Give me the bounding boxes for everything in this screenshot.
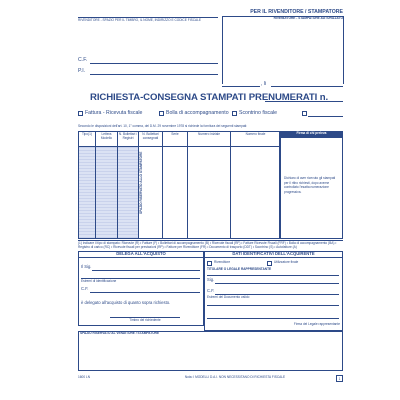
side-header: Firma di chi preleva: [281, 132, 342, 138]
footer-code: 1600 LN: [78, 375, 91, 379]
col-header-numero-iniziale: Numero iniziale: [198, 132, 220, 136]
pi-label: P.I.: [78, 68, 86, 74]
option-checkbox-other[interactable]: [302, 111, 307, 116]
delega-title-rule: [78, 257, 204, 258]
acq-holder-label: TITOLARE O LEGALE RAPPRESENTANTE: [207, 267, 272, 271]
bollettari-column-shade: [118, 147, 138, 238]
col-sep-5: [187, 131, 188, 239]
delega-text: è delegato all'acquisto di quanto sopra richiesto.: [81, 300, 171, 305]
acq-utilizzatore-label: Utilizzatore finale: [274, 260, 299, 264]
place-field[interactable]: [222, 86, 260, 87]
option-label-scontrino: Scontrino fiscale: [239, 110, 278, 116]
notes-title: SPAZIO RISERVATO AL VENDITORE / STAMPATORE: [80, 331, 160, 335]
col-header-lettera: Lettera Modello: [100, 132, 113, 140]
header-divider: [222, 16, 223, 84]
col-header-bollettari: N. Bollettari / Registri: [118, 132, 138, 140]
delega-cf-field[interactable]: [90, 292, 200, 293]
col-header-consegnati: N. Bollettari consegnati: [142, 132, 159, 140]
option-checkbox-bolla[interactable]: [159, 111, 164, 116]
option-checkbox-scontrino[interactable]: [232, 111, 237, 116]
top-rule-left: [78, 17, 218, 18]
role-title: PER IL RIVENDITORE / STAMPATORE: [250, 9, 343, 15]
side-note: Dichiaro di aver ricevuto gli stampati per il ritiro richiesti, dopo averne controllato l'esatta numerazione progressiva.: [284, 176, 336, 194]
form-title: RICHIESTA-CONSEGNA STAMPATI PRENUMERATI n.: [90, 92, 329, 103]
tipo-column-shade: [79, 147, 95, 238]
acq-doc-field[interactable]: [207, 305, 339, 306]
acq-utilizzatore-checkbox[interactable]: [267, 261, 272, 266]
delega-title: DELEGA ALL'ACQUISTO: [116, 251, 166, 256]
date-field[interactable]: [271, 86, 343, 87]
delega-cf-label: C.F.: [81, 286, 89, 291]
acq-sig-label: Sig.: [207, 277, 215, 282]
col-sep-4: [162, 131, 163, 239]
stamp-area-label: RIVENDITORE - SPAZIO PER IL TIMBRO, IL NOME, INDIRIZZO E CODICE FISCALE: [78, 18, 202, 22]
delega-id-label: Estremi di identificazione: [81, 279, 117, 283]
type-legend: (1) Indicare il tipo di stampato: Ricevute (R) • Fatture (F) • Bollettari di accompagnamento (B) • Ricevute fiscali (RF) • Fatture Ricevute Fiscali (FRF) • Bolla di accompagnamento (BA) • Registro di carico (RC) • Ricevute fiscali per prestazioni (RP) • Fatture per Rivenditore (FR) • Documento di trasporto (DDT) • Scontrino (S) • Autofatture (A): [78, 241, 337, 250]
acquirente-title: DATI IDENTIFICATIVI DELL'ACQUIRENTE: [232, 251, 315, 256]
acq-sign-field[interactable]: [207, 318, 339, 319]
header-right-edge: [343, 16, 344, 84]
option-label-bolla: Bolla di accompagnamento: [166, 110, 229, 116]
cf-field[interactable]: [90, 63, 218, 64]
col-header-tipo: Tipo(1): [82, 132, 92, 136]
option-checkbox-fattura[interactable]: [78, 111, 83, 116]
col-header-numero-finale: Numero finale: [245, 132, 266, 136]
col-header-serie: Serie: [171, 132, 179, 136]
stampatore-vertical-label: SPAZIO RISERVATO ALLO STAMPATORE: [139, 151, 143, 214]
delega-sig-label: Il Sig.: [81, 264, 92, 269]
acq-name-field[interactable]: [215, 283, 339, 284]
delega-sign-label: Timbro del richiedente: [129, 318, 161, 322]
role-subtitle: RIVENDITORE - STAMPATORE AUTORIZZATO: [273, 16, 343, 20]
footer-page-number: 1: [336, 375, 343, 382]
option-other-field[interactable]: [308, 116, 343, 117]
acq-cf-label: C.F.: [207, 288, 215, 293]
col-sep-6: [230, 131, 231, 239]
acq-holder-field[interactable]: [207, 275, 339, 276]
acquirente-title-rule: [204, 257, 343, 258]
request-note: Secondo le disposizioni dell'art. 10, 1° comma, del D.M. 29 novembre 1978 si richiede la fornitura dei seguenti stampati:: [78, 124, 248, 128]
option-label-fattura: Fattura - Ricevuta fiscale: [85, 110, 143, 116]
form-number-field[interactable]: [265, 101, 343, 102]
delega-box: [78, 251, 204, 326]
lettera-column-shade: [96, 147, 117, 238]
footer-note: Nota: I MODELLI D.A.I. NON NECESSITANO DI RICHIESTA FISCALE: [184, 375, 286, 379]
cf-label: C.F.: [78, 57, 88, 63]
acq-rivenditore-label: Rivenditore: [214, 260, 231, 264]
acq-sign-label: Firma del Legale rappresentante: [293, 322, 340, 326]
notes-box: [78, 331, 343, 371]
acq-rivenditore-checkbox[interactable]: [207, 261, 212, 266]
acq-doc-label: Estremi del Documento valido: [207, 295, 250, 299]
date-suffix: , li: [261, 81, 267, 87]
delega-name-field[interactable]: [92, 270, 200, 271]
pi-field[interactable]: [90, 74, 218, 75]
